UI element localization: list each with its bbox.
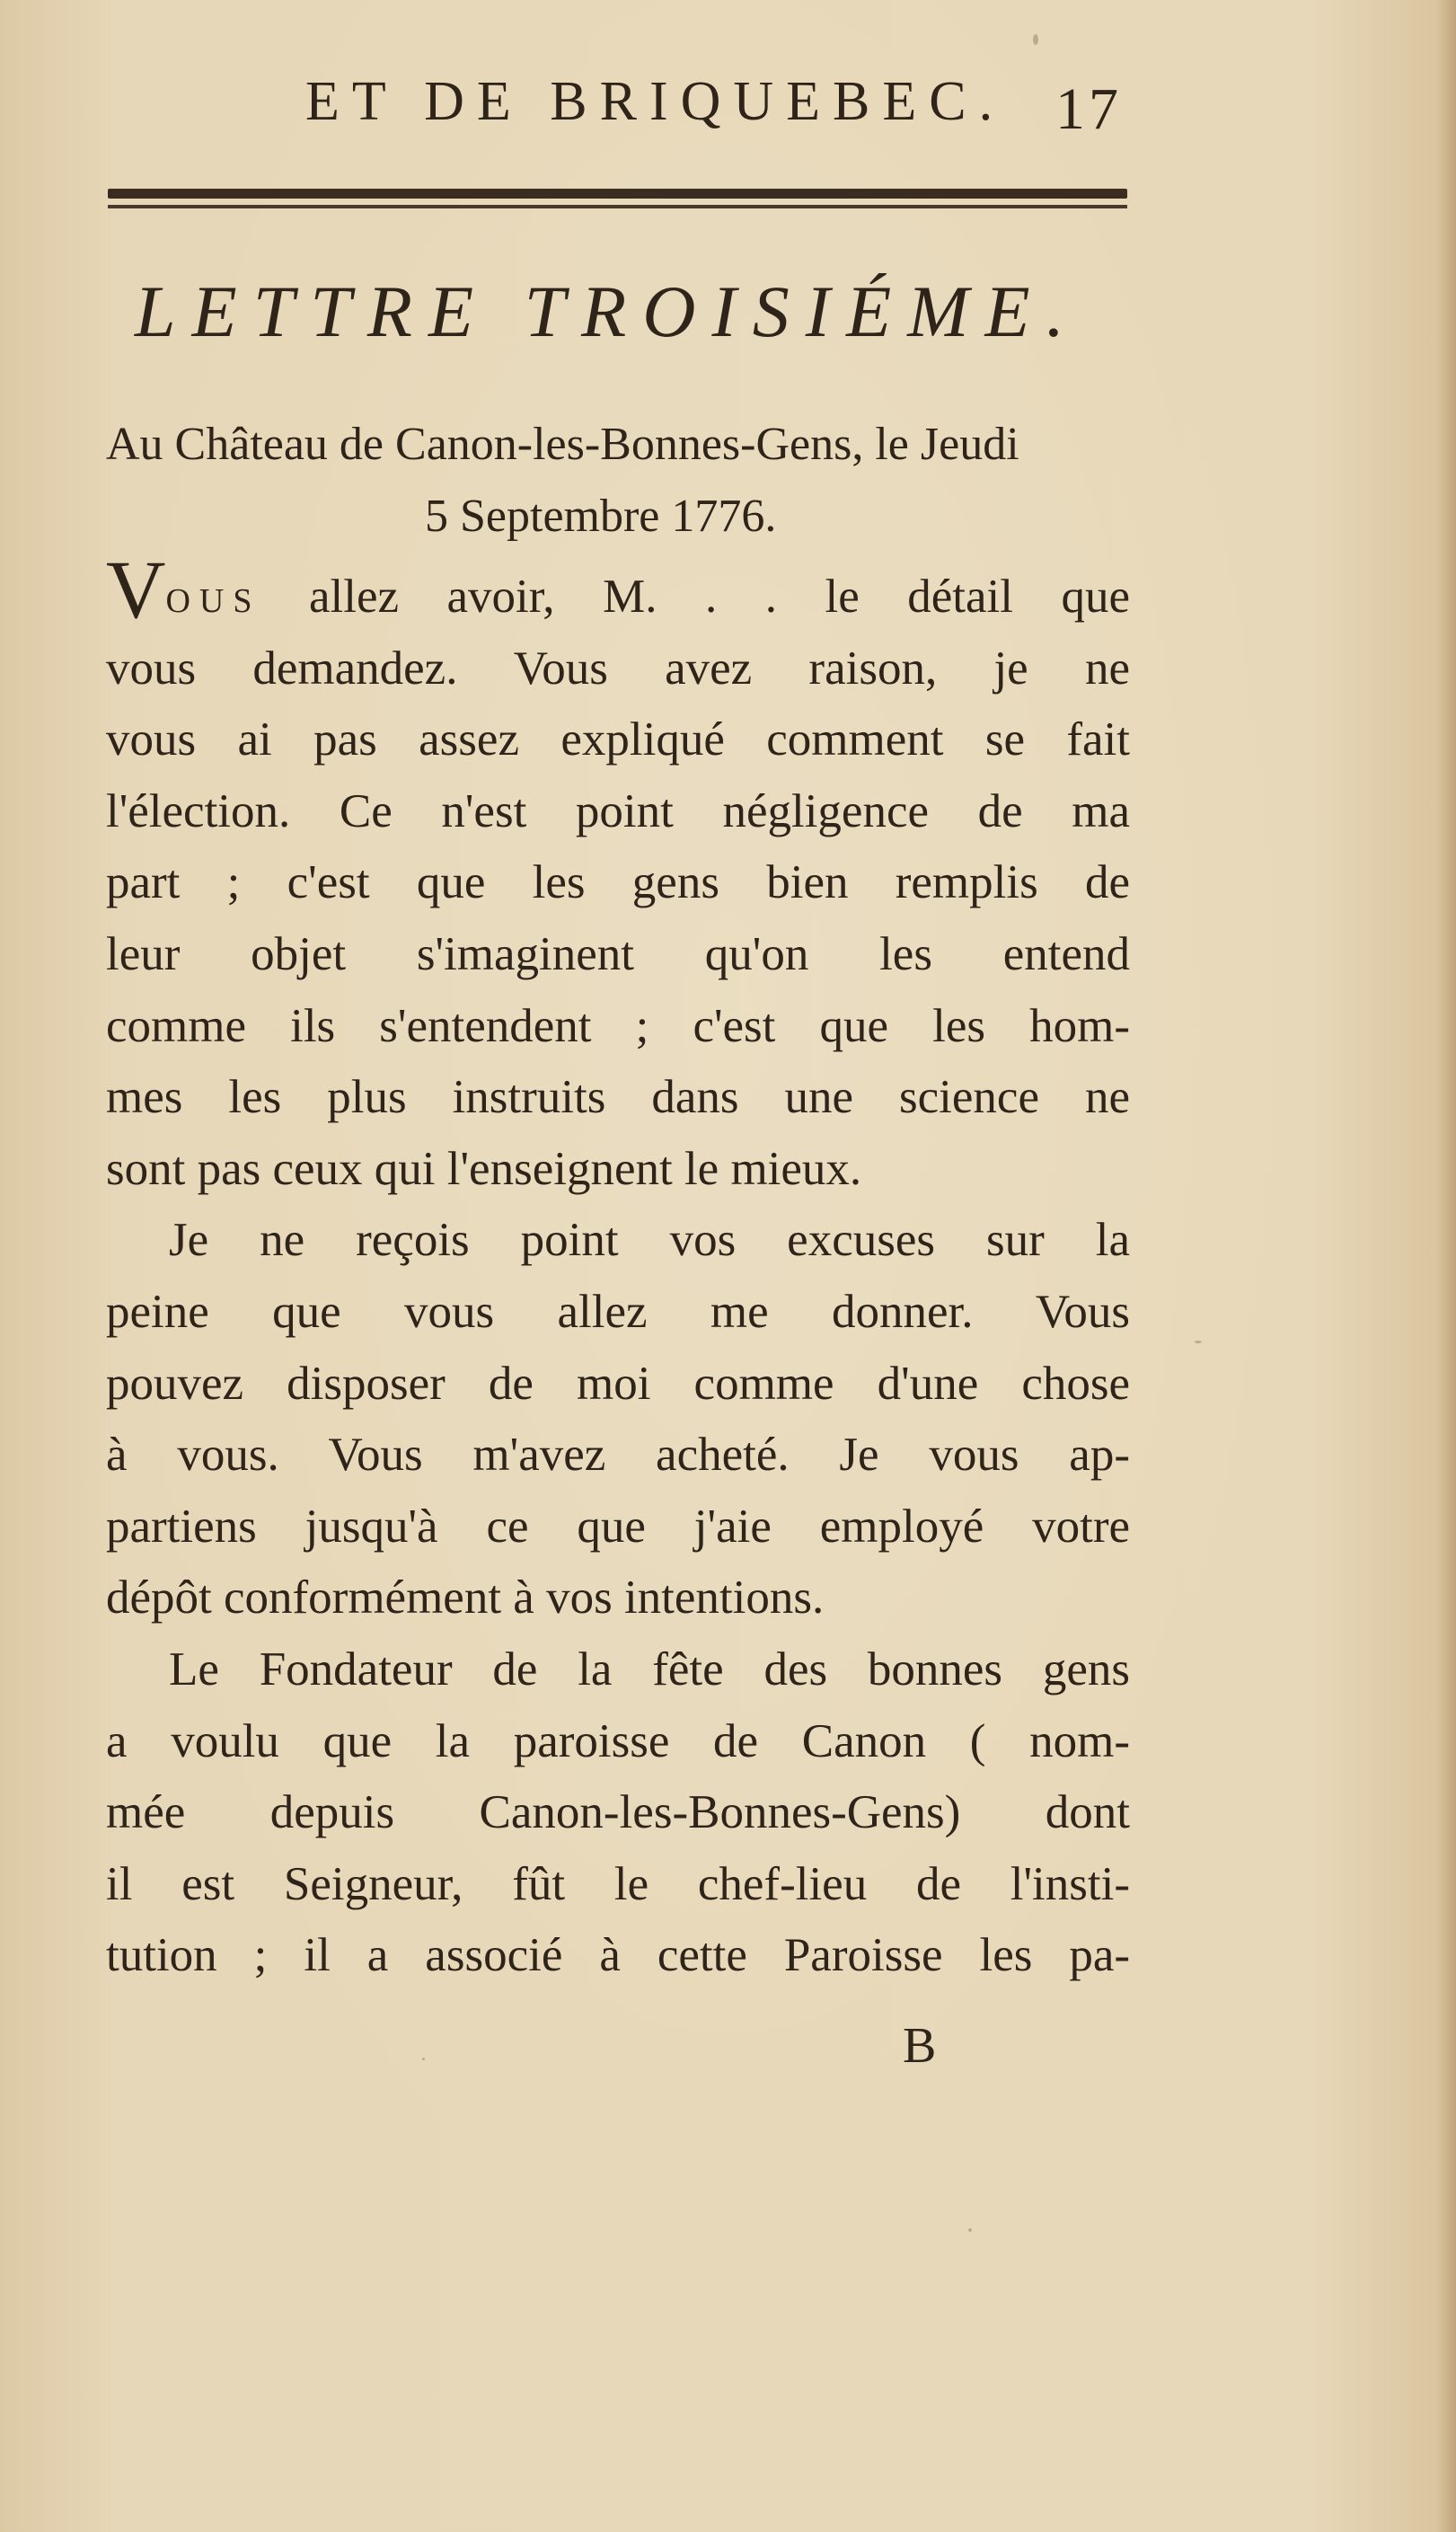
paragraph-2-line-3: pouvez disposer de moi comme d'une chose	[106, 1357, 1130, 1410]
paper-speck	[1033, 34, 1038, 45]
paragraph-3-line-2: a voulu que la paroisse de Canon ( nom-	[106, 1714, 1130, 1767]
paragraph-1-line-2: vous demandez. Vous avez raison, je ne	[106, 642, 1130, 695]
paragraph-1-line-3: vous ai pas assez expliqué comment se fait	[106, 713, 1130, 766]
paragraph-2-line-2: peine que vous allez me donner. Vous	[106, 1285, 1130, 1338]
dateline-line-1: Au Château de Canon-les-Bonnes-Gens, le Jeudi	[106, 419, 1019, 470]
rule-thin-line	[108, 205, 1127, 208]
paragraph-1-line-1	[106, 544, 1130, 635]
paper-speck	[968, 2228, 972, 2232]
dateline	[106, 409, 1130, 553]
paragraph-2-line-1: Je ne reçois point vos excuses sur la	[169, 1214, 1130, 1267]
rule-thick-line	[108, 189, 1127, 199]
paragraph-1-line-8: mes les plus instruits dans une science ne	[106, 1071, 1130, 1124]
paragraph-3-line-3: mée depuis Canon-les-Bonnes-Gens) dont	[106, 1786, 1130, 1839]
paragraph-2-line-6: dépôt conformément à vos intentions.	[106, 1571, 825, 1625]
body-text	[106, 544, 1130, 1992]
paragraph-3-line-5: tution ; il a associé à cette Paroisse les pa-	[106, 1929, 1130, 1982]
paper-speck	[1195, 1341, 1202, 1343]
paragraph-1-line-4: l'élection. Ce n'est point négligence de ma	[106, 784, 1130, 837]
paragraph-2-line-4: à vous. Vous m'avez acheté. Je vous ap-	[106, 1429, 1130, 1482]
header-double-rule	[108, 189, 1127, 216]
small-caps-word: OUS	[165, 582, 261, 620]
paragraph-2-line-5: partiens jusqu'à ce que j'aie employé votre	[106, 1500, 1130, 1553]
page-edge-shadow	[1436, 0, 1456, 2532]
paragraph-1-line-5: part ; c'est que les gens bien remplis de	[106, 856, 1130, 909]
running-head: ET DE BRIQUEBEC.	[305, 71, 1006, 132]
dateline-line-2: 5 Septembre 1776.	[425, 491, 777, 542]
paragraph-1-line-1-rest: allez avoir, M. . . le détail que	[260, 571, 1130, 623]
paragraph-1-line-9: sont pas ceux qui l'enseignent le mieux.	[106, 1142, 862, 1195]
paragraph-3-line-1: Le Fondateur de la fête des bonnes gens	[169, 1642, 1130, 1695]
page-number: 17	[1055, 76, 1122, 142]
drop-cap: V	[106, 544, 166, 635]
letter-title: LETTRE TROISIÉME.	[135, 270, 1081, 352]
page-header	[305, 70, 1150, 151]
paragraph-1-line-7: comme ils s'entendent ; c'est que les hom-	[106, 999, 1130, 1052]
paragraph-1-line-6: leur objet s'imaginent qu'on les entend	[106, 927, 1130, 980]
signature-mark: B	[903, 2018, 937, 2074]
paragraph-3-line-4: il est Seigneur, fût le chef-lieu de l'insti-	[106, 1857, 1130, 1910]
paper-speck	[422, 2058, 425, 2060]
